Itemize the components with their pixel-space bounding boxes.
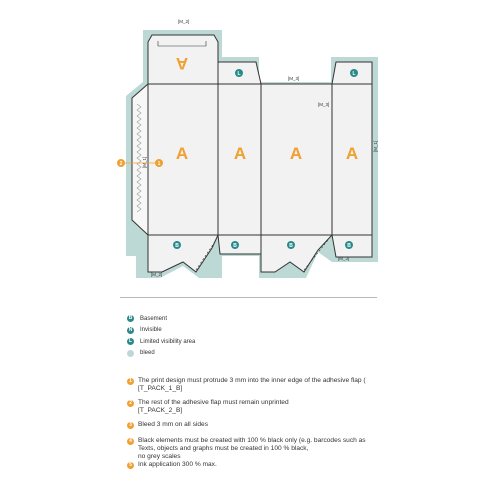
- note-item: [127, 421, 500, 429]
- dim-label-top: [M_2]: [178, 19, 190, 24]
- dim-label-right-panel: [M_3]: [318, 102, 330, 107]
- note-number-badge: 4: [127, 438, 134, 445]
- top-flap-letter: A: [175, 54, 189, 73]
- legend-label: Invisible: [140, 327, 162, 333]
- legend-label: Limited visibility area: [140, 338, 196, 345]
- panel-letter-4: A: [345, 144, 359, 163]
- bottom-badge-1-label: B: [175, 243, 179, 249]
- dim-label-bottom-left: [M_2]: [151, 272, 163, 277]
- section-divider: [120, 297, 377, 298]
- dim-label-right-side: [M_1]: [373, 140, 378, 152]
- bottom-badge-4-label: B: [347, 243, 351, 249]
- legend-label: Basement: [140, 315, 168, 322]
- legend: [127, 313, 195, 359]
- legend-label: bleed: [140, 350, 155, 356]
- panels: [132, 35, 372, 272]
- legend-item-invisible: [127, 325, 195, 336]
- note-number-badge: 3: [127, 422, 134, 429]
- panel-letter-1: A: [175, 144, 189, 163]
- notes-list: [127, 377, 500, 469]
- note-text: Black elements must be created with 100 % black only (e.g. barcodes such as Texts, objects and graphs must be created in 100 % black, no grey scales: [138, 437, 366, 460]
- bottom-flap-2: [218, 235, 261, 254]
- note-number-badge: 5: [127, 462, 134, 469]
- note-text: Ink application 300 % max.: [138, 461, 217, 468]
- legend-item-basement: [127, 313, 195, 324]
- dim-label-upper-mid: [M_3]: [288, 76, 300, 81]
- invisible-icon: N: [128, 326, 133, 333]
- panel-letter-3: A: [289, 144, 303, 163]
- note-item: [127, 461, 500, 469]
- note-item: [127, 437, 500, 461]
- note-number-badge: 1: [127, 378, 134, 385]
- basement-icon: B: [128, 315, 133, 321]
- bleed-swatch-icon: [127, 350, 134, 357]
- dim-label-bottom-right: [M_3]: [338, 256, 350, 261]
- note-item: [127, 377, 500, 393]
- note-text: Bleed 3 mm on all sides: [138, 421, 209, 428]
- marker-2-label: 2: [119, 161, 123, 167]
- legend-item-bleed: [127, 348, 195, 359]
- note-text: The print design must protrude 3 mm into the inner edge of the adhesive flap ( [T_PACK_1_B]: [138, 377, 366, 392]
- bottom-badge-3-label: B: [289, 243, 293, 249]
- note-text: The rest of the adhesive flap must remain unprinted [T_PACK_2_B]: [138, 399, 289, 414]
- marker-1-label: 1: [157, 161, 161, 167]
- limited-visibility-icon: L: [128, 338, 133, 344]
- note-item: [127, 399, 500, 415]
- bottom-badge-2-label: B: [233, 243, 237, 249]
- dim-label-left-side: [M_1]: [142, 156, 147, 168]
- note-number-badge: 2: [127, 400, 134, 407]
- legend-item-limited-visibility: [127, 336, 195, 347]
- lid-badge-1-label: L: [237, 71, 241, 77]
- panel-letter-2: A: [233, 144, 247, 163]
- lid-badge-2-label: L: [352, 71, 356, 77]
